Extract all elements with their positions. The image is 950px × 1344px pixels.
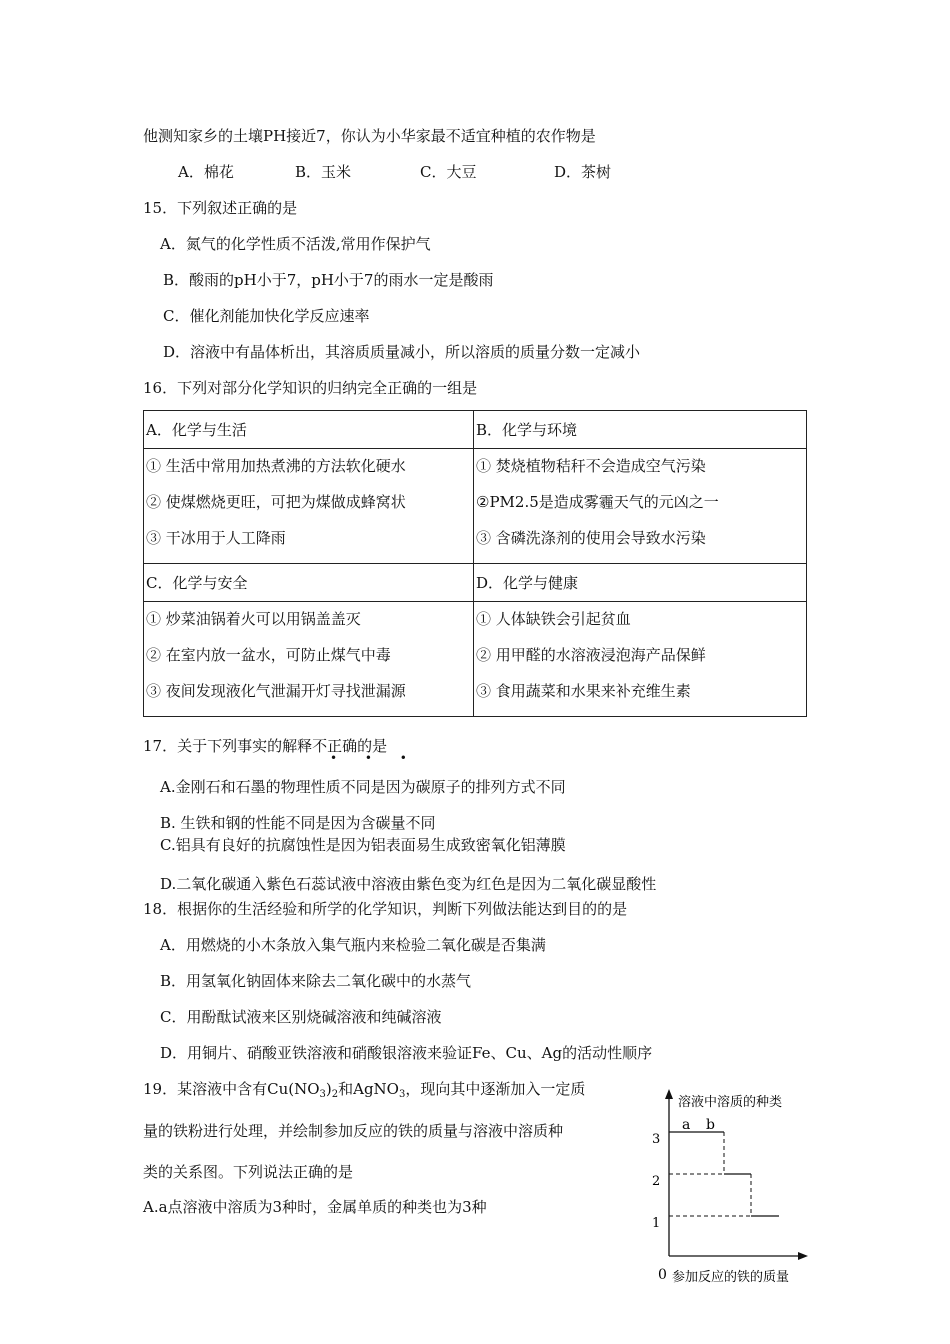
q19-line-3: 类的关系图。下列说法正确的是 — [143, 1163, 354, 1181]
subscript: 3 — [398, 1089, 406, 1100]
table-item: ③ 食用蔬菜和水果来补充维生素 — [476, 682, 691, 700]
origin-label: 0 — [658, 1267, 667, 1283]
x-axis-label: 参加反应的铁的质量 — [672, 1270, 790, 1285]
q17-option-a: A.金刚石和石墨的物理性质不同是因为碳原子的排列方式不同 — [160, 778, 566, 796]
intro-line: 他测知家乡的土壤PH接近7，你认为小华家最不适宜种植的农作物是 — [143, 127, 596, 145]
q17-option-d: D.二氧化碳通入紫色石蕊试液中溶液由紫色变为红色是因为二氧化碳显酸性 — [160, 875, 657, 893]
table-header-c: C．化学与安全 — [144, 564, 474, 602]
q18-option-c: C．用酚酞试液来区别烧碱溶液和纯碱溶液 — [160, 1008, 442, 1026]
q14-option-b: B．玉米 — [295, 163, 352, 181]
q15-stem: 15．下列叙述正确的是 — [143, 199, 298, 217]
y-tick-label: 2 — [652, 1174, 661, 1189]
q19-option-a: A.a点溶液中溶质为3种时，金属单质的种类也为3种 — [143, 1198, 487, 1216]
table-cell-b — [474, 449, 807, 564]
q18-option-d: D．用铜片、硝酸亚铁溶液和硝酸银溶液来验证Fe、Cu、Ag的活动性顺序 — [160, 1044, 653, 1062]
table-cell-c — [144, 602, 474, 717]
q15-option-b: B．酸雨的pH小于7，pH小于7的雨水一定是酸雨 — [163, 271, 494, 289]
table-item: ① 焚烧植物秸秆不会造成空气污染 — [476, 457, 706, 475]
table-header-b: B．化学与环境 — [474, 411, 807, 449]
q18-option-a: A．用燃烧的小木条放入集气瓶内来检验二氧化碳是否集满 — [160, 936, 546, 954]
q18-option-b: B．用氢氧化钠固体来除去二氧化碳中的水蒸气 — [160, 972, 472, 990]
q19-line-2: 量的铁粉进行处理，并绘制参加反应的铁的质量与溶液中溶质种 — [143, 1122, 564, 1140]
q19-stem-part: 19．某溶液中含有Cu(NO — [143, 1080, 320, 1098]
q15-option-a: A．氮气的化学性质不活泼,常用作保护气 — [160, 235, 431, 253]
q17-option-b: B. 生铁和钢的性能不同是因为含碳量不同 — [160, 814, 436, 832]
table-item: ③ 干冰用于人工降雨 — [146, 529, 286, 547]
solute-type-graph — [640, 1085, 820, 1295]
table-cell-a — [144, 449, 474, 564]
table-item: ②PM2.5是造成雾霾天气的元凶之一 — [476, 493, 719, 511]
q16-stem: 16．下列对部分化学知识的归纳完全正确的一组是 — [143, 379, 478, 397]
table-item: ② 使煤燃烧更旺，可把为煤做成蜂窝状 — [146, 493, 406, 511]
q15-option-c: C．催化剂能加快化学反应速率 — [163, 307, 370, 325]
q19-stem-part: ，现向其中逐渐加入一定质 — [405, 1080, 586, 1098]
table-item: ① 人体缺铁会引起贫血 — [476, 610, 631, 628]
table-header-d: D．化学与健康 — [474, 564, 807, 602]
subscript: 2 — [331, 1089, 339, 1100]
table-item: ② 在室内放一盆水，可防止煤气中毒 — [146, 646, 391, 664]
q19-stem-part: ) — [325, 1080, 332, 1098]
y-tick-label: 1 — [652, 1216, 661, 1231]
q16-summary-table — [143, 410, 807, 717]
q14-option-c: C．大豆 — [420, 163, 477, 181]
q14-option-d: D．茶树 — [554, 163, 612, 181]
q17-option-c: C.铝具有良好的抗腐蚀性是因为铝表面易生成致密氧化铝薄膜 — [160, 836, 566, 854]
table-cell-d — [474, 602, 807, 717]
y-axis-label: 溶液中溶质的种类 — [678, 1095, 783, 1110]
y-axis-arrow — [665, 1089, 673, 1099]
subscript: 3 — [319, 1089, 326, 1100]
table-item: ③ 夜间发现液化气泄漏开灯寻找泄漏源 — [146, 682, 406, 700]
table-item: ① 生活中常用加热煮沸的方法软化硬水 — [146, 457, 406, 475]
x-axis-arrow — [798, 1252, 808, 1260]
table-header-a: A．化学与生活 — [144, 411, 474, 449]
table-item: ① 炒菜油锅着火可以用锅盖盖灭 — [146, 610, 361, 628]
point-b-label: b — [706, 1117, 715, 1133]
q19-stem-part: 和AgNO — [338, 1080, 399, 1098]
q19-stem — [143, 1079, 585, 1105]
emphasis-dots: • • • — [330, 751, 419, 765]
q17-stem: 17．关于下列事实的解释不正确的是 — [143, 737, 388, 755]
table-item: ② 用甲醛的水溶液浸泡海产品保鲜 — [476, 646, 706, 664]
point-a-label: a — [682, 1117, 691, 1133]
q18-stem: 18．根据你的生活经验和所学的化学知识，判断下列做法能达到目的的是 — [143, 900, 628, 918]
y-tick-label: 3 — [652, 1132, 661, 1147]
table-item: ③ 含磷洗涤剂的使用会导致水污染 — [476, 529, 706, 547]
q14-option-a: A．棉花 — [178, 163, 234, 181]
q15-option-d: D．溶液中有晶体析出，其溶质质量减小，所以溶质的质量分数一定减小 — [163, 343, 641, 361]
